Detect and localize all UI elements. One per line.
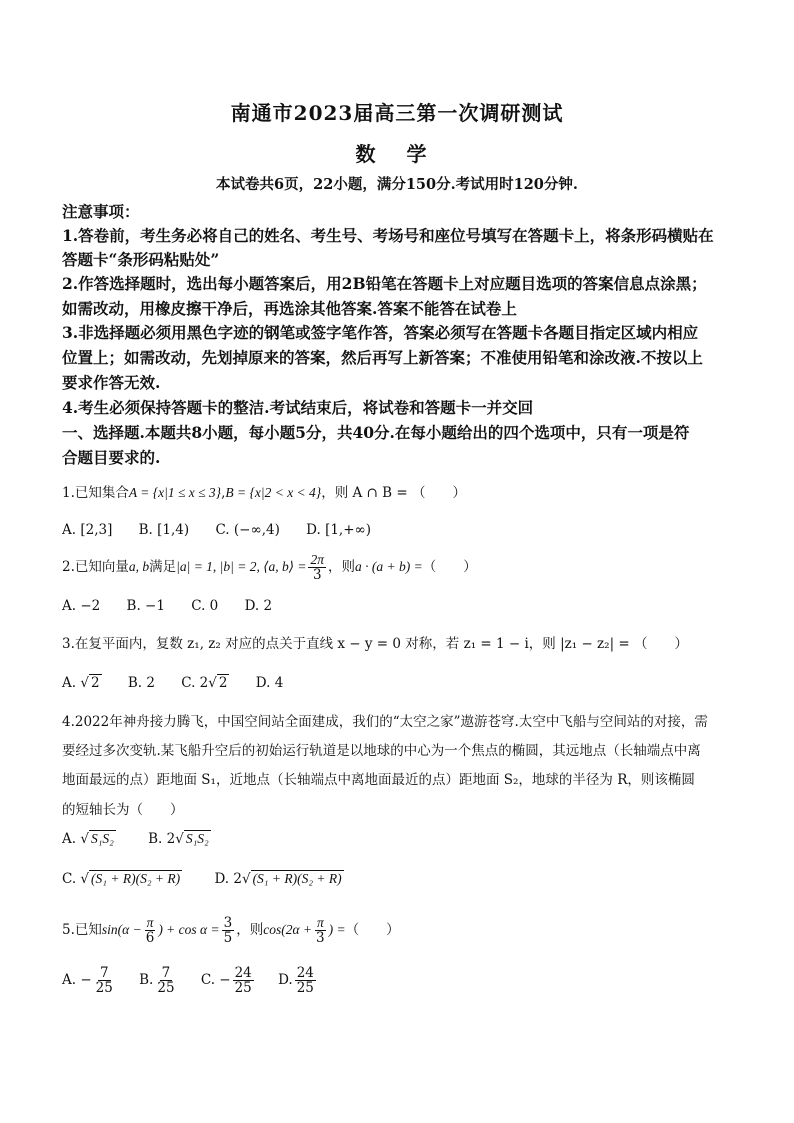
q4-option-b-radicand: S₁S₂ bbox=[185, 831, 209, 846]
q4-option-b: B. 2√ S₁S₂ bbox=[148, 831, 209, 847]
q5-d-denominator: 25 bbox=[296, 980, 314, 997]
q1-ask: ，则 A ∩ B = （ ） bbox=[321, 485, 466, 501]
question-2-options bbox=[62, 598, 742, 614]
q2-angle-fraction bbox=[308, 553, 326, 582]
exam-info: 本试卷共6页，22小题，满分150分.考试用时120分钟. bbox=[216, 176, 578, 193]
q5-a-denominator: 25 bbox=[95, 980, 113, 997]
q5-expr-1a: sin(α − bbox=[101, 922, 142, 938]
q5-option-a-label: A. − bbox=[62, 972, 92, 989]
q4-option-a: A. √ S₁S₂ bbox=[62, 831, 114, 847]
question-4-line-2: 要经过多次变轨.某飞船升空后的初始运行轨道是以地球的中心为一个焦点的椭圆，其远地点（长轴端点中离 bbox=[62, 743, 701, 759]
note-2-line-b: 如需改动，用橡皮擦干净后，再选涂其他答案.答案不能答在试卷上 bbox=[62, 299, 517, 318]
q5-a-numerator: 7 bbox=[99, 965, 109, 981]
q5-option-a bbox=[62, 965, 117, 997]
q5-b-denominator: 25 bbox=[157, 980, 175, 997]
question-5-options bbox=[62, 966, 742, 995]
q2-option-d: D. 2 bbox=[244, 598, 273, 614]
q4-option-b-label: B. 2 bbox=[148, 831, 176, 847]
q3-option-a-label: A. bbox=[62, 675, 77, 691]
q1-set-a: A = {x|1 ≤ x ≤ 3} bbox=[128, 485, 222, 500]
q2-condition: |a| = 1, |b| = 2, ⟨a, b⟩ = bbox=[176, 559, 307, 575]
question-4-line-1: 4.2022年神舟接力腾飞，中国空间站全面建成，我们的“太空之家”遨游苍穹.太空中飞船与空间站的对接，需 bbox=[62, 714, 708, 730]
question-3-options bbox=[62, 675, 742, 691]
q3-option-c-label: C. 2 bbox=[181, 675, 209, 691]
q5-expr-2a: cos(2α + bbox=[263, 922, 313, 938]
question-3-stem: 3.在复平面内，复数 z₁, z₂ 对应的点关于直线 x − y = 0 对称，若 z₁ = 1 − i，则 |z₁ − z₂| = （ ） bbox=[62, 636, 689, 652]
q5-c-denominator: 25 bbox=[234, 980, 252, 997]
q3-option-c: C. 2√ 2 bbox=[181, 675, 228, 691]
q5-d-numerator: 24 bbox=[296, 965, 314, 981]
q5-b-numerator: 7 bbox=[161, 965, 171, 981]
note-3-line-a: 3.非选择题必须用黑色字迹的钢笔或签字笔作答，答案必须写在答题卡各题目指定区域内相应 bbox=[62, 323, 699, 342]
q2-prefix: 2.已知向量 bbox=[62, 559, 129, 576]
q5-expr-1b: ) + cos α = bbox=[158, 922, 220, 938]
q2-option-b: B. −1 bbox=[126, 598, 165, 614]
q5-option-d bbox=[278, 965, 318, 997]
question-2-stem bbox=[62, 553, 742, 582]
section-1-line-a: 一、选择题.本题共8小题，每小题5分，共40分.在每小题给出的四个选项中，只有一项是符 bbox=[62, 423, 690, 442]
q5-tail: （ ） bbox=[345, 922, 400, 939]
note-1-line-a: 1.答卷前，考生务必将自己的姓名、考生号、考场号和座位号填写在答题卡上，将条形码横贴在 bbox=[62, 226, 714, 245]
q5-fraction-1 bbox=[144, 916, 157, 945]
question-1-options bbox=[62, 522, 742, 538]
q1-option-b: B. [1,4) bbox=[138, 522, 190, 538]
question-1-stem: 1.已知集合A = {x|1 ≤ x ≤ 3},B = {x|2 < x < 4}，则 A ∩ B = （ ） bbox=[62, 485, 466, 501]
q5-mid: ，则 bbox=[236, 922, 264, 939]
q5-option-d-label: D. bbox=[278, 972, 293, 989]
section-1-line-b: 合题目要求的. bbox=[62, 448, 161, 467]
q5-f3-denominator: 3 bbox=[316, 930, 325, 947]
note-2-line-a: 2.作答选择题时，选出每小题答案后，用2B铅笔在答题卡上对应题目选项的答案信息点涂黑； bbox=[62, 274, 707, 293]
q4-option-c-label: C. bbox=[62, 871, 77, 887]
q5-f1-numerator: π bbox=[146, 915, 154, 930]
q5-f1-denominator: 6 bbox=[145, 930, 155, 947]
q2-frac-denominator: 3 bbox=[312, 567, 322, 584]
q5-option-c-label: C. − bbox=[200, 972, 231, 989]
q2-mid: 满足 bbox=[149, 559, 177, 576]
q2-ask-expr: a · (a + b) = bbox=[355, 559, 423, 575]
q5-option-c bbox=[200, 965, 256, 997]
q5-f3-numerator: π bbox=[316, 915, 324, 930]
note-4: 4.考生必须保持答题卡的整洁.考试结束后，将试卷和答题卡一并交回 bbox=[62, 398, 534, 417]
q5-option-b-label: B. bbox=[139, 972, 154, 989]
q1-set-b: B = {x|2 < x < 4} bbox=[225, 485, 322, 500]
question-5-stem bbox=[62, 916, 742, 945]
q3-option-c-radicand: 2 bbox=[218, 675, 228, 691]
q5-c-numerator: 24 bbox=[234, 965, 252, 981]
question-4-line-3: 地面最远的点）距地面 S₁，近地点（长轴端点中离地面最近的点）距地面 S₂，地球的半径为 R，则该椭圆 bbox=[62, 772, 695, 788]
q4-option-c: C. √ (S₁ + R)(S₂ + R) bbox=[62, 871, 181, 887]
q5-prefix: 5.已知 bbox=[62, 922, 102, 939]
q1-prefix: 1.已知集合 bbox=[62, 485, 129, 501]
q2-vectors: a, b bbox=[128, 559, 150, 575]
q4-option-a-label: A. bbox=[62, 831, 77, 847]
q5-f2-denominator: 5 bbox=[223, 930, 233, 947]
note-3-line-c: 要求作答无效. bbox=[62, 373, 161, 392]
q2-ask-tail: （ ） bbox=[422, 559, 477, 576]
q3-option-a-radicand: 2 bbox=[90, 675, 100, 691]
question-4-line-4: 的短轴长为（ ） bbox=[62, 802, 184, 818]
q1-option-d: D. [1,+∞) bbox=[306, 522, 372, 538]
subject-title: 数 学 bbox=[355, 142, 439, 166]
question-4-options-cd bbox=[62, 871, 742, 887]
note-3-line-b: 位置上；如需改动，先划掉原来的答案，然后再写上新答案；不准使用铅笔和涂改液.不按以上 bbox=[62, 348, 703, 367]
q5-option-b-fraction bbox=[155, 966, 176, 995]
q1-option-a: A. [2,3] bbox=[62, 522, 113, 538]
q5-f2-numerator: 3 bbox=[223, 915, 233, 931]
q2-option-a: A. −2 bbox=[62, 598, 101, 614]
q4-option-a-radicand: S₁S₂ bbox=[90, 831, 114, 846]
q5-option-d-fraction bbox=[295, 966, 316, 995]
notes-heading: 注意事项： bbox=[62, 202, 140, 221]
q3-option-a: A. √ 2 bbox=[62, 675, 100, 691]
q5-fraction-3 bbox=[314, 916, 327, 945]
q4-option-d-label: D. 2 bbox=[214, 871, 242, 887]
question-4-options-ab bbox=[62, 831, 742, 847]
exam-title: 南通市2023届高三第一次调研测试 bbox=[230, 101, 564, 125]
note-1-line-b: 答题卡“条形码粘贴处” bbox=[62, 250, 220, 269]
q2-frac-numerator: 2π bbox=[310, 552, 324, 567]
q4-option-c-radicand: (S₁ + R)(S₂ + R) bbox=[91, 871, 181, 886]
q5-option-c-fraction bbox=[233, 966, 254, 995]
q2-ask-pre: ，则 bbox=[328, 559, 355, 576]
q5-fraction-2 bbox=[222, 916, 235, 945]
q2-option-c: C. 0 bbox=[191, 598, 219, 614]
q3-option-b: B. 2 bbox=[127, 675, 155, 691]
q1-option-c: C. (−∞,4) bbox=[215, 522, 280, 538]
q5-expr-2b: ) = bbox=[328, 922, 346, 938]
q4-option-d-radicand: (S₁ + R)(S₂ + R) bbox=[252, 871, 342, 886]
q5-option-a-fraction bbox=[94, 966, 115, 995]
q5-option-b bbox=[139, 965, 178, 997]
q3-option-d: D. 4 bbox=[255, 675, 284, 691]
q4-option-d: D. 2√ (S₁ + R)(S₂ + R) bbox=[214, 871, 342, 887]
